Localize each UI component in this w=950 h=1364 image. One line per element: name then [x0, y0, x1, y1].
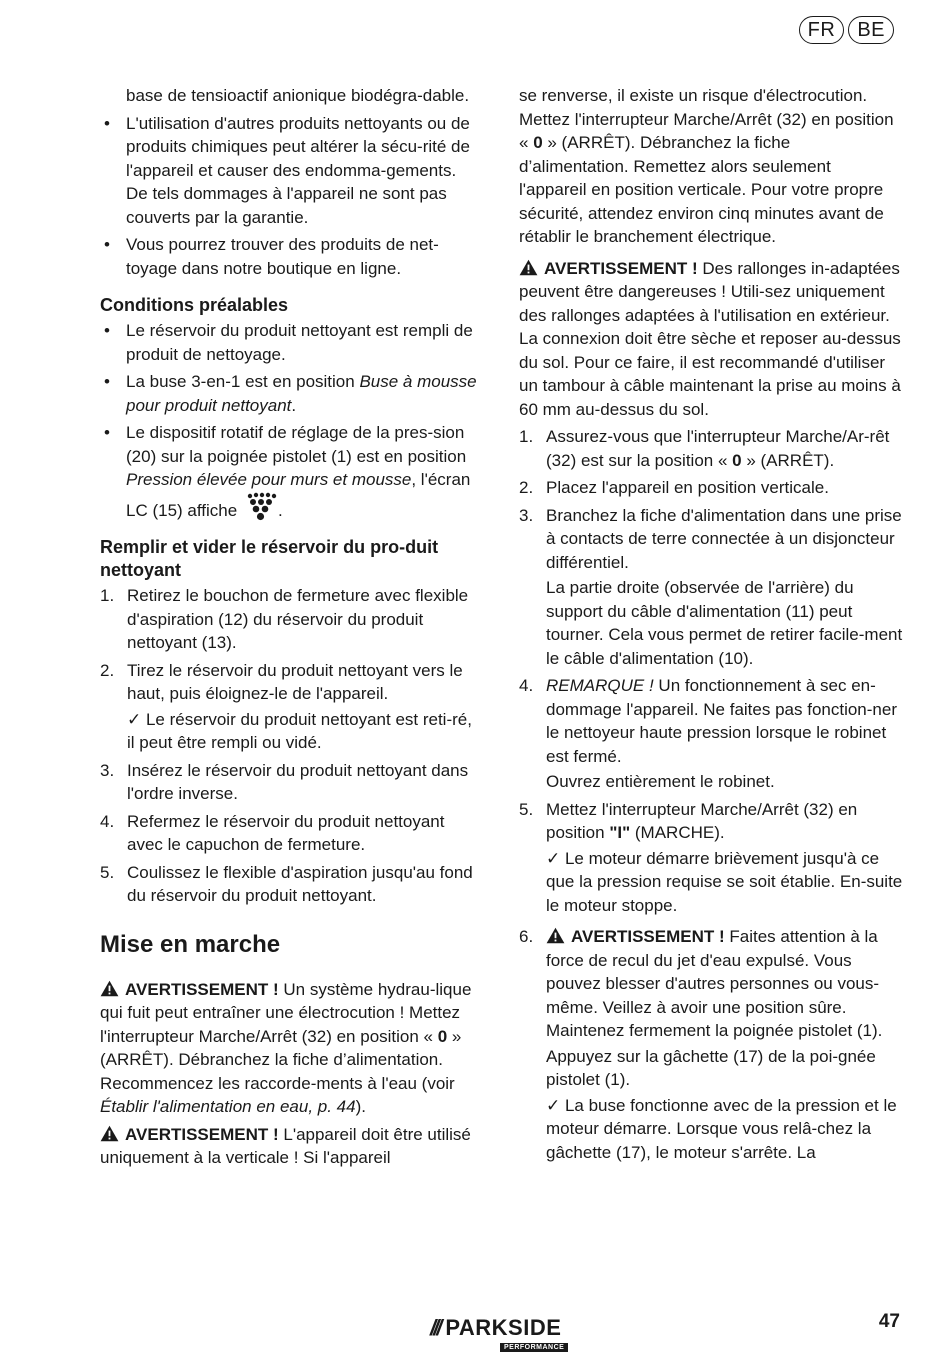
step-text: Faites attention à la force de recul du jet d'eau expulsé. Vous pouvez blesser d'autres personnes ou vous-même. Veillez à avoir une position sûre. Maintenez fermement la poignée pistolet (1). — [546, 927, 883, 1040]
foam-droplets-icon — [244, 492, 278, 522]
step-text: Mettez l'interrupteur Marche/Arrêt (32) en position — [546, 799, 858, 842]
note-label: REMARQUE ! — [546, 676, 654, 695]
warning-label: AVERTISSEMENT ! — [125, 1124, 279, 1144]
switch-off-symbol: 0 — [533, 133, 543, 152]
warning-text: » (ARRÊT). Débranchez la fiche d’alimentation. Recommencez les raccorde-ments à l'eau (voir — [100, 1026, 462, 1093]
list-item — [100, 759, 478, 806]
step-text: Un fonctionnement à sec en-dommage l'appareil. Ne faites pas fonction-ner le nettoyeur haute pression lorsque le robinet est fermé. — [546, 676, 897, 766]
step-text: » (ARRÊT). — [741, 450, 835, 470]
paragraph-text: se renverse, il existe un risque d'électrocution. Mettez l'interrupteur Marche/Arrêt (32) en position « — [519, 86, 894, 152]
warning-label: AVERTISSEMENT ! — [125, 979, 279, 999]
list-item — [100, 319, 478, 366]
step-text: Retirez le bouchon de fermeture avec flexible d'aspiration (12) du réservoir du produit nettoyant (13). — [127, 586, 469, 652]
step-number: 2. — [100, 660, 115, 680]
step-note: La partie droite (observée de l'arrière) du support du câble d'alimentation (11) peut tourner. Cela vous permet de retirer facile-ment le câble d'alimentation (10). — [546, 578, 903, 668]
list-item-text: Le réservoir du produit nettoyant est rempli de produit de nettoyage. — [126, 321, 473, 364]
step-note: Ouvrez entièrement le robinet. — [546, 772, 775, 791]
warning-triangle-icon — [519, 259, 538, 276]
step-note: Appuyez sur la gâchette (17) de la poi-gnée pistolet (1). — [546, 1046, 876, 1089]
warning-paragraph — [100, 1123, 478, 1170]
warning-text: ). — [355, 1097, 366, 1116]
nozzle-position-text: Buse à mousse pour produit nettoyant — [126, 372, 477, 415]
warning-paragraph — [519, 257, 903, 422]
warning-triangle-icon — [100, 1125, 119, 1142]
list-item — [519, 925, 903, 1164]
list-item — [100, 233, 478, 280]
step-text: Assurez-vous que l'interrupteur Marche/Ar-rêt (32) est sur la position « — [546, 427, 890, 470]
switch-off-symbol: 0 — [732, 450, 742, 470]
warning-triangle-icon — [546, 927, 565, 944]
section-heading-start: Mise en marche — [100, 930, 281, 958]
section-heading-prerequisites: Conditions préalables — [100, 295, 289, 315]
step-number: 6. — [519, 927, 534, 946]
step-number: 4. — [519, 676, 534, 695]
list-item — [519, 504, 903, 671]
step-number: 4. — [100, 811, 115, 831]
step-result: ✓ Le réservoir du produit nettoyant est reti-ré, il peut être rempli ou vidé. — [127, 709, 472, 752]
list-item — [100, 112, 478, 230]
brand-subline: PERFORMANCE — [500, 1343, 568, 1352]
step-number: 3. — [100, 760, 115, 780]
list-item — [100, 861, 478, 908]
language-badge-fr: FR — [799, 16, 845, 44]
list-item — [519, 425, 903, 472]
warning-text: Des rallonges in-adaptées peuvent être dangereuses ! Utili-sez uniquement des rallonges adaptées à l'utilisation en extérieur. La connexion doit être sèche et reposer au-dessus du sol. Pour ce faire, il est recommandé d'utiliser un tambour à câble maintenant la prise au moins à 60 mm au-dessus du sol. — [519, 258, 901, 419]
section-heading-fill-tank: Remplir et vider le réservoir du pro-duit nettoyant — [100, 537, 439, 580]
list-item — [100, 659, 478, 755]
language-badge-be: BE — [848, 16, 894, 44]
parkside-logo — [430, 1315, 565, 1351]
step-number: 2. — [519, 478, 534, 497]
step-text: Tirez le réservoir du produit nettoyant vers le haut, puis éloignez-le de l'appareil. — [127, 660, 463, 703]
warning-label: AVERTISSEMENT ! — [544, 258, 698, 278]
step-number: 5. — [100, 862, 115, 882]
warning-triangle-icon — [100, 980, 119, 997]
step-number: 1. — [519, 427, 534, 446]
warning-text: Un système hydrau-lique qui fuit peut entraîner une électrocution ! Mettez l'interrupteur Marche/Arrêt (32) en position « — [100, 979, 472, 1046]
pressure-position-text: Pression élevée pour murs et mousse — [126, 470, 412, 489]
step-text: (MARCHE). — [630, 823, 725, 842]
step-number: 5. — [519, 799, 534, 819]
logo-slashes: /// — [430, 1315, 440, 1340]
step-text: Insérez le réservoir du produit nettoyant dans l'ordre inverse. — [127, 760, 469, 803]
continued-text — [519, 84, 903, 249]
cross-reference: Établir l'alimentation en eau, p. 44 — [100, 1097, 356, 1116]
step-text: Refermez le réservoir du produit nettoyant avec le capuchon de fermeture. — [127, 811, 445, 854]
switch-on-symbol: "I" — [609, 823, 631, 842]
brand-wordmark — [430, 1316, 561, 1340]
brand-name: PARKSIDE — [445, 1315, 562, 1340]
step-number: 3. — [519, 505, 534, 525]
list-item-text: , l'écran LC (15) affiche — [126, 470, 471, 520]
list-item — [519, 798, 903, 918]
warning-label: AVERTISSEMENT ! — [571, 927, 725, 946]
list-item — [100, 370, 478, 417]
page-number: 47 — [878, 1311, 900, 1332]
list-item — [519, 674, 903, 794]
list-item-text: La buse 3-en-1 est en position — [126, 372, 360, 391]
language-badges — [799, 16, 894, 44]
list-item-text: L'utilisation d'autres produits nettoyants ou de produits chimiques peut altérer la sécu-rité de l'appareil et causer des endomma-gements. De tels dommages à l'appareil ne sont pas couverts par la garantie. — [126, 113, 470, 227]
step-number: 1. — [100, 586, 115, 605]
step-text: Branchez la fiche d'alimentation dans une prise à contacts de terre connectée à un disjoncteur différentiel. — [546, 505, 902, 572]
list-item — [100, 421, 478, 522]
right-column — [519, 84, 903, 1168]
left-column — [100, 84, 478, 1174]
list-item-text: . — [277, 500, 283, 520]
step-text: Coulissez le flexible d'aspiration jusqu'au fond du réservoir du produit nettoyant. — [127, 862, 473, 905]
step-result: ✓ Le moteur démarre brièvement jusqu'à ce que la pression requise se soit établie. En-suite le moteur stoppe. — [546, 848, 903, 915]
step-result: ✓ La buse fonctionne avec de la pression et le moteur démarre. Lorsque vous relâ-chez la gâchette (17), le moteur s'arrête. La — [546, 1095, 897, 1162]
step-text: Placez l'appareil en position verticale. — [546, 478, 829, 497]
switch-off-symbol: 0 — [437, 1026, 448, 1046]
warning-paragraph — [100, 978, 478, 1119]
warning-text: L'appareil doit être utilisé uniquement à la verticale ! Si l'appareil — [100, 1124, 471, 1167]
list-item — [100, 810, 478, 857]
list-item-text: Le dispositif rotatif de réglage de la pres-sion (20) sur la poignée pistolet (1) est en position — [126, 423, 467, 466]
list-item — [519, 476, 903, 500]
paragraph-text: » (ARRÊT). Débranchez la fiche d’alimentation. Remettez alors seulement l'appareil en position verticale. Pour votre propre sécurité, attendez environ cinq minutes avant de rétablir le branchement électrique. — [519, 133, 884, 246]
continued-text: base de tensioactif anionique biodégra-dable. — [126, 86, 470, 105]
list-item — [100, 584, 478, 655]
list-item-text: Vous pourrez trouver des produits de net-toyage dans notre boutique en ligne. — [126, 235, 439, 278]
list-item-text: . — [291, 395, 297, 415]
